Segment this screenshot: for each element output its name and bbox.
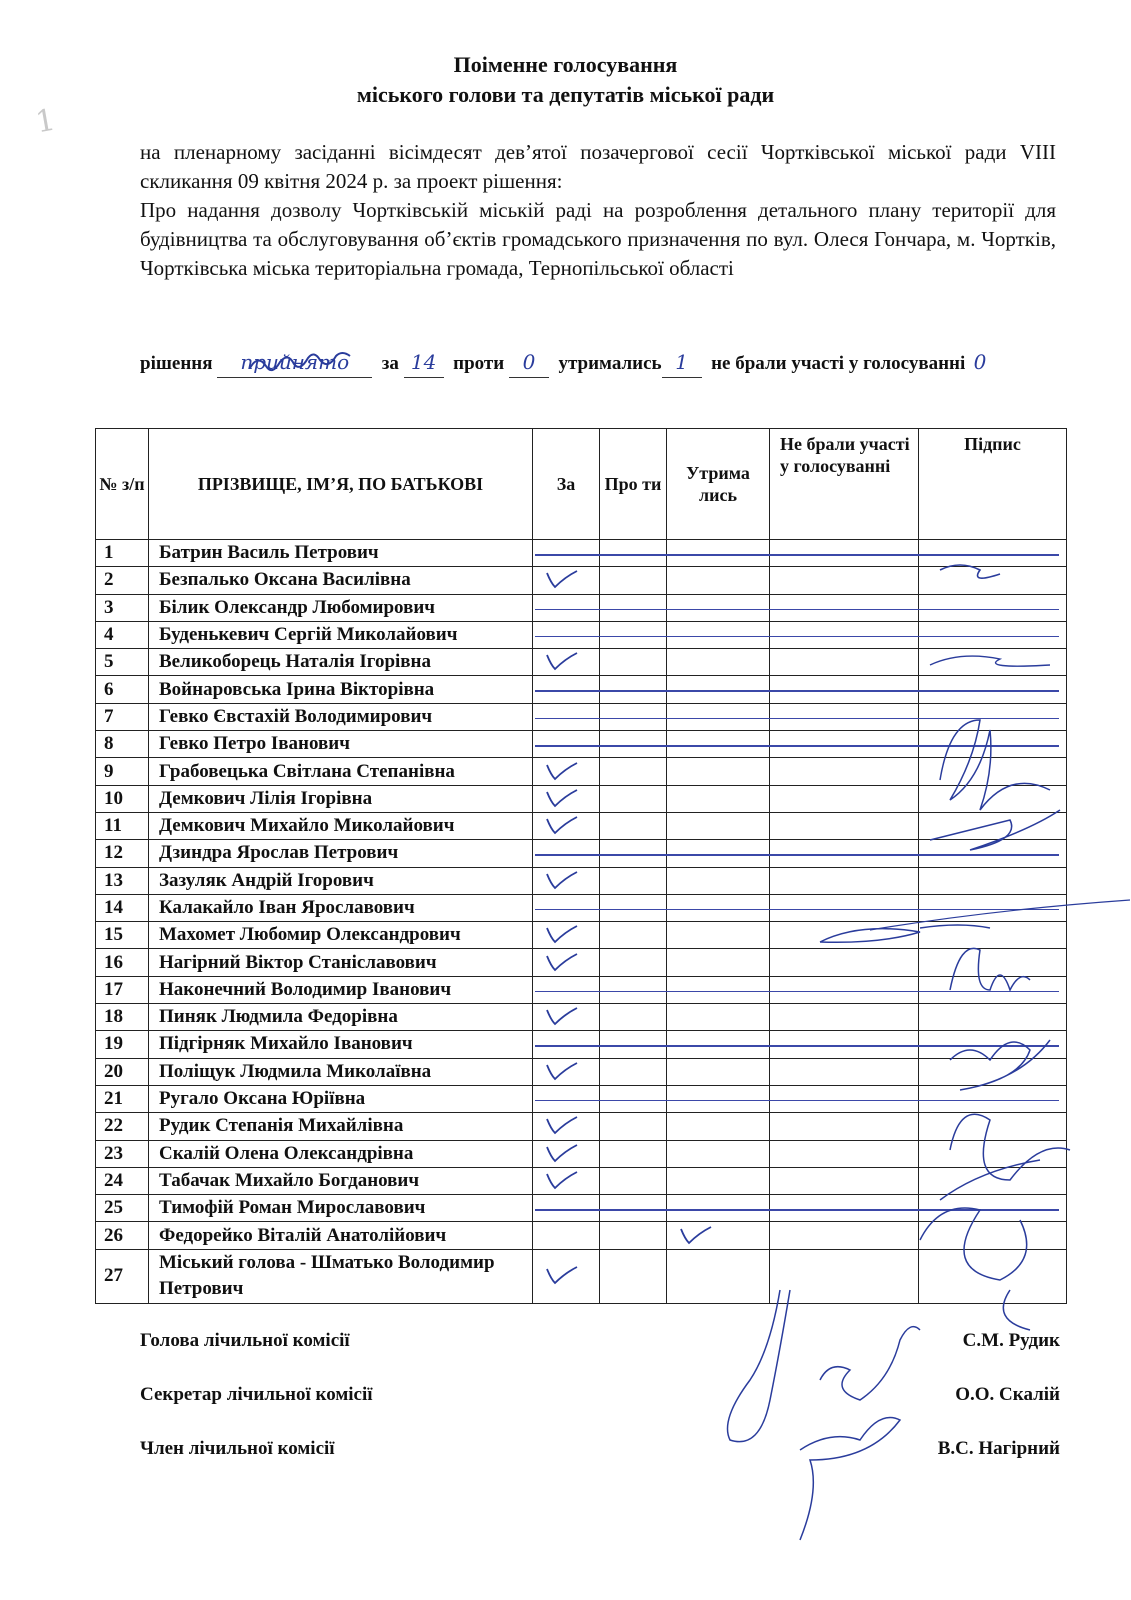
cell-against bbox=[600, 1249, 667, 1303]
cell-absent bbox=[770, 812, 919, 839]
cell-abstain bbox=[667, 1222, 770, 1249]
cell-absent bbox=[770, 922, 919, 949]
cell-abstain bbox=[667, 1249, 770, 1303]
cell-absent bbox=[770, 731, 919, 758]
cell-signature bbox=[919, 840, 1067, 867]
cell-signature bbox=[919, 1004, 1067, 1031]
cell-abstain bbox=[667, 1140, 770, 1167]
cell-signature bbox=[919, 1113, 1067, 1140]
cell-signature bbox=[919, 621, 1067, 648]
vote-check-mark bbox=[533, 868, 593, 894]
abstain-check-mark bbox=[667, 1223, 727, 1249]
cell-abstain bbox=[667, 758, 770, 785]
deputy-name: Рудик Степанія Михайлівна bbox=[149, 1113, 533, 1140]
cell-against bbox=[600, 812, 667, 839]
table-row bbox=[96, 594, 1067, 621]
deputy-name: Войнаровська Ірина Вікторівна bbox=[149, 676, 533, 703]
cell-against bbox=[600, 1113, 667, 1140]
table-row bbox=[96, 1140, 1067, 1167]
vote-check-mark bbox=[533, 813, 593, 839]
cell-signature bbox=[919, 1140, 1067, 1167]
cell-against bbox=[600, 840, 667, 867]
header-for: За bbox=[533, 429, 600, 540]
cell-for bbox=[533, 649, 600, 676]
cell-abstain bbox=[667, 594, 770, 621]
cell-signature bbox=[919, 649, 1067, 676]
cell-absent bbox=[770, 949, 919, 976]
cell-signature bbox=[919, 1058, 1067, 1085]
cell-absent bbox=[770, 540, 919, 567]
title-line-2: міського голови та депутатів міської ради bbox=[356, 82, 775, 107]
cell-abstain bbox=[667, 1004, 770, 1031]
cell-for bbox=[533, 676, 600, 703]
chair-role: Голова лічильної комісії bbox=[140, 1330, 350, 1351]
cell-against bbox=[600, 731, 667, 758]
cell-signature bbox=[919, 758, 1067, 785]
cell-absent bbox=[770, 567, 919, 594]
footer-signature-1 bbox=[728, 1290, 791, 1442]
cell-for bbox=[533, 1031, 600, 1058]
deputy-name: Наконечний Володимир Іванович bbox=[149, 976, 533, 1003]
cell-against bbox=[600, 1167, 667, 1194]
cell-for bbox=[533, 785, 600, 812]
cell-abstain bbox=[667, 976, 770, 1003]
cell-against bbox=[600, 676, 667, 703]
cell-signature bbox=[919, 976, 1067, 1003]
cell-against bbox=[600, 922, 667, 949]
row-number: 9 bbox=[96, 758, 149, 785]
cell-for bbox=[533, 703, 600, 730]
cell-against bbox=[600, 649, 667, 676]
cell-for bbox=[533, 1113, 600, 1140]
cell-absent bbox=[770, 758, 919, 785]
against-label: проти bbox=[453, 353, 505, 374]
cell-for bbox=[533, 1140, 600, 1167]
table-row bbox=[96, 621, 1067, 648]
deputy-name: Табачак Михайло Богданович bbox=[149, 1167, 533, 1194]
cell-absent bbox=[770, 1140, 919, 1167]
cell-absent bbox=[770, 621, 919, 648]
cell-absent bbox=[770, 1222, 919, 1249]
cell-signature bbox=[919, 540, 1067, 567]
cell-signature bbox=[919, 1249, 1067, 1303]
cell-against bbox=[600, 894, 667, 921]
deputy-name: Пиняк Людмила Федорівна bbox=[149, 1004, 533, 1031]
row-number: 3 bbox=[96, 594, 149, 621]
member-name: В.С. Нагірний bbox=[937, 1438, 1060, 1459]
cell-against bbox=[600, 567, 667, 594]
cell-abstain bbox=[667, 540, 770, 567]
vote-check-mark bbox=[533, 922, 593, 948]
cell-against bbox=[600, 1004, 667, 1031]
cell-against bbox=[600, 976, 667, 1003]
deputy-name: Федорейко Віталій Анатолійович bbox=[149, 1222, 533, 1249]
table-body bbox=[96, 540, 1067, 1304]
cell-signature bbox=[919, 1031, 1067, 1058]
table-row bbox=[96, 812, 1067, 839]
cell-for bbox=[533, 1004, 600, 1031]
vote-check-mark bbox=[533, 649, 593, 675]
commission-member-row bbox=[140, 1438, 1060, 1468]
row-number: 15 bbox=[96, 922, 149, 949]
row-number: 23 bbox=[96, 1140, 149, 1167]
cell-for bbox=[533, 1222, 600, 1249]
for-label: за bbox=[381, 353, 399, 374]
table-row bbox=[96, 1249, 1067, 1303]
vote-check-mark bbox=[533, 786, 593, 812]
for-count: 14 bbox=[404, 348, 444, 378]
cell-signature bbox=[919, 949, 1067, 976]
table-row bbox=[96, 1195, 1067, 1222]
abstain-label: утримались bbox=[558, 353, 662, 374]
cell-signature bbox=[919, 812, 1067, 839]
secretary-name: О.О. Скалій bbox=[955, 1384, 1060, 1405]
row-number: 13 bbox=[96, 867, 149, 894]
table-row bbox=[96, 1031, 1067, 1058]
table-row bbox=[96, 567, 1067, 594]
roll-call-table bbox=[95, 428, 1067, 1304]
deputy-name: Гевко Петро Іванович bbox=[149, 731, 533, 758]
row-number: 24 bbox=[96, 1167, 149, 1194]
cell-abstain bbox=[667, 1058, 770, 1085]
vote-check-mark bbox=[533, 759, 593, 785]
cell-for bbox=[533, 840, 600, 867]
deputy-name: Дзиндра Ярослав Петрович bbox=[149, 840, 533, 867]
cell-against bbox=[600, 1058, 667, 1085]
table-row bbox=[96, 867, 1067, 894]
cell-signature bbox=[919, 1085, 1067, 1112]
cell-abstain bbox=[667, 731, 770, 758]
document-title bbox=[0, 50, 1131, 110]
cell-against bbox=[600, 703, 667, 730]
cell-absent bbox=[770, 785, 919, 812]
cell-for bbox=[533, 1195, 600, 1222]
cell-absent bbox=[770, 840, 919, 867]
abstain-count: 1 bbox=[662, 348, 702, 378]
vote-check-mark bbox=[533, 1168, 593, 1194]
cell-absent bbox=[770, 676, 919, 703]
row-number: 21 bbox=[96, 1085, 149, 1112]
cell-abstain bbox=[667, 1167, 770, 1194]
cell-for bbox=[533, 1249, 600, 1303]
row-number: 14 bbox=[96, 894, 149, 921]
cell-signature bbox=[919, 567, 1067, 594]
header-absent: Не брали участі у голосуванні bbox=[770, 429, 919, 540]
cell-for bbox=[533, 976, 600, 1003]
cell-signature bbox=[919, 1167, 1067, 1194]
intro-text bbox=[140, 138, 1056, 283]
cell-absent bbox=[770, 649, 919, 676]
cell-absent bbox=[770, 594, 919, 621]
chair-name: С.М. Рудик bbox=[962, 1330, 1060, 1351]
row-number: 20 bbox=[96, 1058, 149, 1085]
table-row bbox=[96, 540, 1067, 567]
cell-against bbox=[600, 758, 667, 785]
deputy-name: Батрин Василь Петрович bbox=[149, 540, 533, 567]
cell-signature bbox=[919, 894, 1067, 921]
deputy-name: Калакайло Іван Ярославович bbox=[149, 894, 533, 921]
header-against: Про ти bbox=[600, 429, 667, 540]
cell-absent bbox=[770, 703, 919, 730]
deputy-name: Демкович Лілія Ігорівна bbox=[149, 785, 533, 812]
title-line-1: Поіменне голосування bbox=[453, 52, 678, 77]
cell-against bbox=[600, 1222, 667, 1249]
deputy-name: Великоборець Наталія Ігорівна bbox=[149, 649, 533, 676]
cell-signature bbox=[919, 703, 1067, 730]
cell-for bbox=[533, 894, 600, 921]
cell-against bbox=[600, 594, 667, 621]
deputy-name: Поліщук Людмила Миколаївна bbox=[149, 1058, 533, 1085]
commission-secretary-row bbox=[140, 1384, 1060, 1414]
deputy-name: Зазуляк Андрій Ігорович bbox=[149, 867, 533, 894]
cell-against bbox=[600, 785, 667, 812]
cell-absent bbox=[770, 1195, 919, 1222]
cell-absent bbox=[770, 1249, 919, 1303]
deputy-name: Підгірняк Михайло Іванович bbox=[149, 1031, 533, 1058]
table-row bbox=[96, 785, 1067, 812]
table-row bbox=[96, 949, 1067, 976]
vote-check-mark bbox=[533, 1263, 593, 1289]
cell-abstain bbox=[667, 867, 770, 894]
cell-abstain bbox=[667, 894, 770, 921]
cell-signature bbox=[919, 731, 1067, 758]
header-name: ПРІЗВИЩЕ, ІМ’Я, ПО БАТЬКОВІ bbox=[149, 429, 533, 540]
row-number: 1 bbox=[96, 540, 149, 567]
cell-signature bbox=[919, 594, 1067, 621]
cell-for bbox=[533, 540, 600, 567]
cell-signature bbox=[919, 676, 1067, 703]
cell-abstain bbox=[667, 922, 770, 949]
row-number: 5 bbox=[96, 649, 149, 676]
row-number: 17 bbox=[96, 976, 149, 1003]
cell-abstain bbox=[667, 812, 770, 839]
cell-for bbox=[533, 621, 600, 648]
cell-absent bbox=[770, 1085, 919, 1112]
table-row bbox=[96, 676, 1067, 703]
cell-signature bbox=[919, 867, 1067, 894]
table-header-row bbox=[96, 429, 1067, 540]
vote-check-mark bbox=[533, 1141, 593, 1167]
row-number: 6 bbox=[96, 676, 149, 703]
deputy-name: Буденькевич Сергій Миколайович bbox=[149, 621, 533, 648]
cell-against bbox=[600, 949, 667, 976]
cell-abstain bbox=[667, 1031, 770, 1058]
absent-label: не брали участі у голосуванні bbox=[711, 353, 966, 374]
cell-against bbox=[600, 1031, 667, 1058]
cell-absent bbox=[770, 894, 919, 921]
table-row bbox=[96, 976, 1067, 1003]
footer-signature-3 bbox=[800, 1418, 900, 1541]
deputy-name: Гевко Євстахій Володимирович bbox=[149, 703, 533, 730]
cell-abstain bbox=[667, 840, 770, 867]
row-number: 25 bbox=[96, 1195, 149, 1222]
vote-result-summary bbox=[140, 348, 1056, 378]
cell-for bbox=[533, 867, 600, 894]
cell-against bbox=[600, 540, 667, 567]
cell-for bbox=[533, 567, 600, 594]
table-row bbox=[96, 1085, 1067, 1112]
cell-signature bbox=[919, 1222, 1067, 1249]
cell-for bbox=[533, 1167, 600, 1194]
cell-abstain bbox=[667, 1195, 770, 1222]
cell-against bbox=[600, 1085, 667, 1112]
decision-label: рішення bbox=[140, 353, 213, 374]
cell-for bbox=[533, 1085, 600, 1112]
cell-abstain bbox=[667, 1085, 770, 1112]
cell-for bbox=[533, 731, 600, 758]
row-number: 2 bbox=[96, 567, 149, 594]
table-row bbox=[96, 840, 1067, 867]
deputy-name: Демкович Михайло Миколайович bbox=[149, 812, 533, 839]
cell-abstain bbox=[667, 785, 770, 812]
cell-absent bbox=[770, 1058, 919, 1085]
cell-against bbox=[600, 1140, 667, 1167]
against-count: 0 bbox=[509, 348, 549, 378]
cell-abstain bbox=[667, 649, 770, 676]
deputy-name: Махомет Любомир Олександрович bbox=[149, 922, 533, 949]
table-row bbox=[96, 894, 1067, 921]
cell-absent bbox=[770, 1167, 919, 1194]
row-number: 4 bbox=[96, 621, 149, 648]
deputy-name: Нагірний Віктор Станіславович bbox=[149, 949, 533, 976]
cell-abstain bbox=[667, 567, 770, 594]
project-title: Про надання дозволу Чортківській міській раді на розроблення детального плану території для будівництва та обслуговування об’єктів громадського призначення по вул. Олеся Гончара, м. Чортків, Чортківська міська територіальна громада, Тернопільської області bbox=[140, 198, 1056, 280]
cell-signature bbox=[919, 1195, 1067, 1222]
row-number: 16 bbox=[96, 949, 149, 976]
deputy-name: Білик Олександр Любомирович bbox=[149, 594, 533, 621]
cell-against bbox=[600, 867, 667, 894]
cell-for bbox=[533, 594, 600, 621]
decision-value: прийнято bbox=[217, 348, 372, 378]
cell-abstain bbox=[667, 621, 770, 648]
cell-against bbox=[600, 1195, 667, 1222]
table-row bbox=[96, 703, 1067, 730]
absent-count: 0 bbox=[973, 350, 987, 374]
page-number-mark: 1 bbox=[33, 102, 58, 141]
cell-abstain bbox=[667, 676, 770, 703]
table-row bbox=[96, 1167, 1067, 1194]
commission-chair-row bbox=[140, 1330, 1060, 1360]
table-row bbox=[96, 1004, 1067, 1031]
table-row bbox=[96, 1113, 1067, 1140]
cell-signature bbox=[919, 922, 1067, 949]
cell-absent bbox=[770, 1004, 919, 1031]
deputy-name: Безпалько Оксана Василівна bbox=[149, 567, 533, 594]
cell-absent bbox=[770, 976, 919, 1003]
cell-for bbox=[533, 949, 600, 976]
cell-abstain bbox=[667, 703, 770, 730]
cell-absent bbox=[770, 1031, 919, 1058]
header-signature: Підпис bbox=[919, 429, 1067, 540]
table-row bbox=[96, 758, 1067, 785]
vote-check-mark bbox=[533, 950, 593, 976]
row-number: 26 bbox=[96, 1222, 149, 1249]
secretary-role: Секретар лічильної комісії bbox=[140, 1384, 373, 1405]
cell-absent bbox=[770, 867, 919, 894]
deputy-name: Скалій Олена Олександрівна bbox=[149, 1140, 533, 1167]
cell-abstain bbox=[667, 1113, 770, 1140]
row-number: 18 bbox=[96, 1004, 149, 1031]
vote-check-mark bbox=[533, 1113, 593, 1139]
row-number: 7 bbox=[96, 703, 149, 730]
vote-check-mark bbox=[533, 567, 593, 593]
table-row bbox=[96, 1222, 1067, 1249]
deputy-name: Ругало Оксана Юріївна bbox=[149, 1085, 533, 1112]
deputy-name: Тимофій Роман Мирославович bbox=[149, 1195, 533, 1222]
cell-for bbox=[533, 812, 600, 839]
vote-check-mark bbox=[533, 1059, 593, 1085]
cell-for bbox=[533, 1058, 600, 1085]
row-number: 27 bbox=[96, 1249, 149, 1303]
header-number: № з/п bbox=[96, 429, 149, 540]
member-role: Член лічильної комісії bbox=[140, 1438, 335, 1459]
cell-signature bbox=[919, 785, 1067, 812]
header-abstain: Утрима лись bbox=[667, 429, 770, 540]
table-row bbox=[96, 731, 1067, 758]
row-number: 11 bbox=[96, 812, 149, 839]
row-number: 19 bbox=[96, 1031, 149, 1058]
row-number: 22 bbox=[96, 1113, 149, 1140]
table-row bbox=[96, 1058, 1067, 1085]
row-number: 10 bbox=[96, 785, 149, 812]
vote-check-mark bbox=[533, 1004, 593, 1030]
deputy-name: Грабовецька Світлана Степанівна bbox=[149, 758, 533, 785]
cell-against bbox=[600, 621, 667, 648]
row-number: 8 bbox=[96, 731, 149, 758]
table-row bbox=[96, 922, 1067, 949]
cell-for bbox=[533, 758, 600, 785]
deputy-name: Міський голова - Шматько Володимир Петрович bbox=[149, 1249, 533, 1303]
cell-for bbox=[533, 922, 600, 949]
cell-abstain bbox=[667, 949, 770, 976]
table-row bbox=[96, 649, 1067, 676]
cell-absent bbox=[770, 1113, 919, 1140]
meeting-description: на пленарному засіданні вісімдесят дев’ятої позачергової сесії Чортківської міської ради VIII скликання 09 квітня 2024 р. за проект рішення: bbox=[140, 140, 1056, 193]
row-number: 12 bbox=[96, 840, 149, 867]
